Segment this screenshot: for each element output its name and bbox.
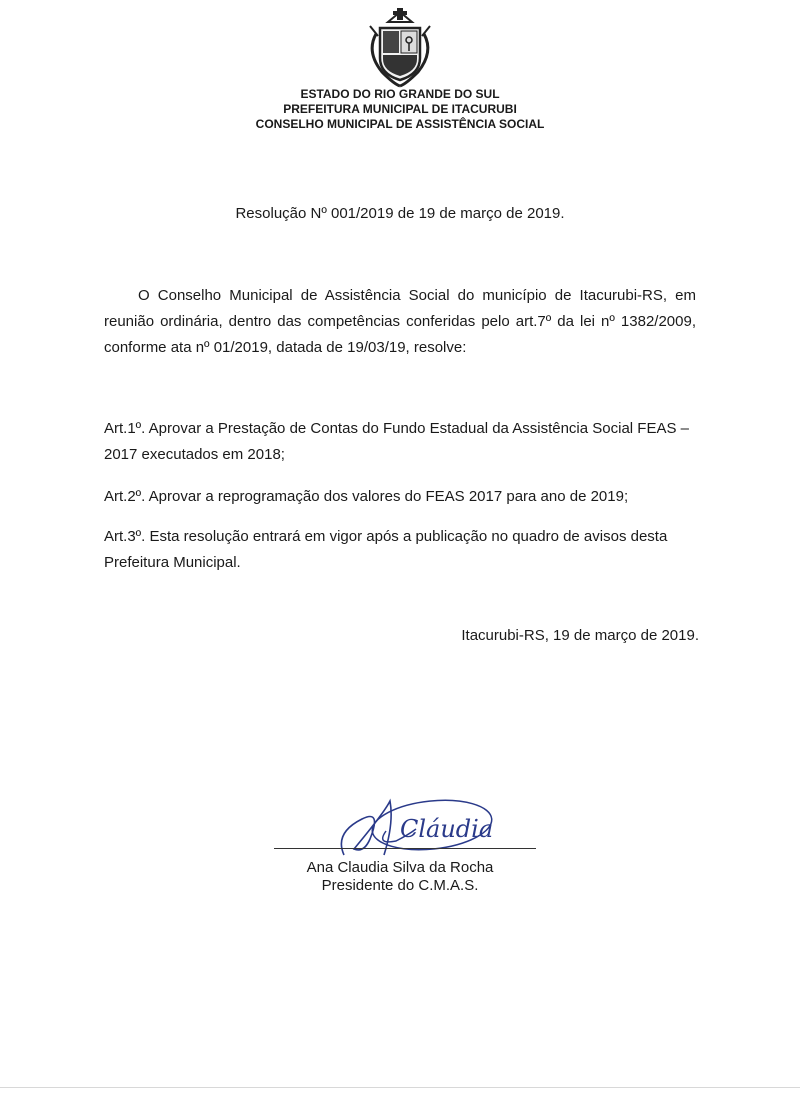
- signer-block: [0, 859, 800, 895]
- article-1: Art.1º. Aprovar a Prestação de Contas do Fundo Estadual da Assistência Social FEAS – 2017 executados em 2018;: [104, 420, 689, 463]
- signature-script: Cláudia: [400, 815, 494, 843]
- signer-name: Ana Claudia Silva da Rocha: [306, 859, 494, 876]
- signer-role: Presidente do C.M.A.S.: [321, 877, 479, 894]
- letterhead: [0, 87, 800, 132]
- letterhead-state: ESTADO DO RIO GRANDE DO SUL: [300, 87, 500, 101]
- scan-edge-line: [0, 1087, 800, 1088]
- resolution-title: Resolução Nº 001/2019 de 19 de março de 2019.: [235, 205, 565, 222]
- article-3: Art.3º. Esta resolução entrará em vigor após a publicação no quadro de avisos desta Prefeitura Municipal.: [104, 528, 668, 571]
- place-and-date: Itacurubi-RS, 19 de março de 2019.: [461, 627, 699, 644]
- letterhead-council: CONSELHO MUNICIPAL DE ASSISTÊNCIA SOCIAL: [255, 117, 545, 131]
- intro-paragraph: O Conselho Municipal de Assistência Social do município de Itacurubi-RS, em reunião ordinária, dentro das competências conferidas pelo art.7º da lei nº 1382/2009, conforme ata nº 01/2019, datada de 19/03/19, resolve:: [104, 287, 696, 356]
- letterhead-prefecture: PREFEITURA MUNICIPAL DE ITACURUBI: [283, 102, 517, 116]
- article-2: Art.2º. Aprovar a reprogramação dos valores do FEAS 2017 para ano de 2019;: [104, 488, 629, 505]
- signature-line: [274, 848, 536, 849]
- municipal-coat-of-arms-icon: [358, 6, 442, 88]
- handwritten-signature: [324, 783, 500, 863]
